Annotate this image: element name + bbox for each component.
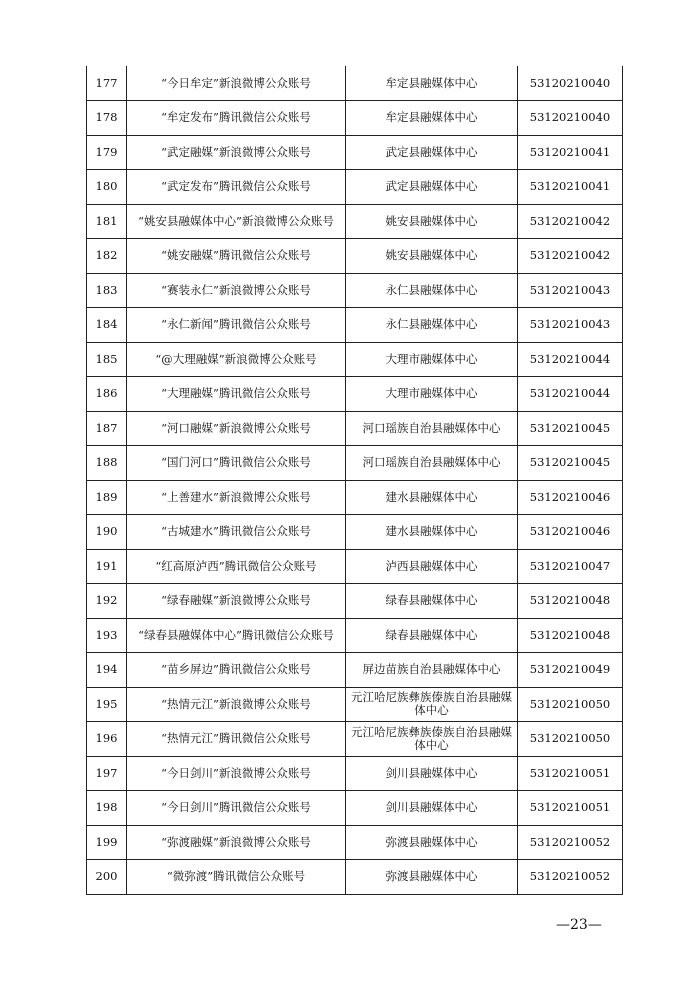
organization: 武定县融媒体中心 <box>346 170 518 205</box>
account-name: “牟定发布”腾讯微信公众账号 <box>127 101 346 136</box>
row-number: 200 <box>87 860 127 895</box>
account-name: “大理融媒”腾讯微信公众账号 <box>127 377 346 412</box>
account-name: “绿春融媒”新浪微博公众账号 <box>127 584 346 619</box>
registration-code: 53120210041 <box>518 135 623 170</box>
organization: 姚安县融媒体中心 <box>346 204 518 239</box>
row-number: 193 <box>87 618 127 653</box>
account-name: “弥渡融媒”新浪微博公众账号 <box>127 825 346 860</box>
organization: 元江哈尼族彝族傣族自治县融媒体中心 <box>346 722 518 757</box>
table-row <box>87 825 623 860</box>
table-row <box>87 515 623 550</box>
table-body <box>87 66 623 894</box>
account-name: “@大理融媒”新浪微博公众账号 <box>127 342 346 377</box>
organization: 牟定县融媒体中心 <box>346 101 518 136</box>
account-name: “赛装永仁”新浪微博公众账号 <box>127 273 346 308</box>
registration-code: 53120210040 <box>518 66 623 101</box>
account-name: “姚安县融媒体中心”新浪微博公众账号 <box>127 204 346 239</box>
table-row <box>87 722 623 757</box>
account-name: “国门河口”腾讯微信公众账号 <box>127 446 346 481</box>
table-row <box>87 273 623 308</box>
organization: 牟定县融媒体中心 <box>346 66 518 101</box>
row-number: 190 <box>87 515 127 550</box>
table-row <box>87 377 623 412</box>
organization: 建水县融媒体中心 <box>346 515 518 550</box>
registration-code: 53120210042 <box>518 239 623 274</box>
account-name: “今日牟定”新浪微博公众账号 <box>127 66 346 101</box>
account-name: “河口融媒”新浪微博公众账号 <box>127 411 346 446</box>
table-row <box>87 411 623 446</box>
registration-code: 53120210047 <box>518 549 623 584</box>
row-number: 177 <box>87 66 127 101</box>
account-name: “永仁新闻”腾讯微信公众账号 <box>127 308 346 343</box>
organization: 永仁县融媒体中心 <box>346 308 518 343</box>
registration-code: 53120210040 <box>518 101 623 136</box>
row-number: 179 <box>87 135 127 170</box>
row-number: 181 <box>87 204 127 239</box>
table-row <box>87 239 623 274</box>
account-name: “热情元江”腾讯微信公众账号 <box>127 722 346 757</box>
page-number: —23— <box>556 917 602 933</box>
registration-code: 53120210052 <box>518 860 623 895</box>
row-number: 178 <box>87 101 127 136</box>
organization: 姚安县融媒体中心 <box>346 239 518 274</box>
row-number: 196 <box>87 722 127 757</box>
row-number: 188 <box>87 446 127 481</box>
row-number: 191 <box>87 549 127 584</box>
registration-code: 53120210045 <box>518 446 623 481</box>
registration-code: 53120210049 <box>518 653 623 688</box>
table-row <box>87 618 623 653</box>
table-row <box>87 101 623 136</box>
registration-code: 53120210044 <box>518 377 623 412</box>
table-row <box>87 308 623 343</box>
registration-code: 53120210046 <box>518 480 623 515</box>
organization: 绿春县融媒体中心 <box>346 584 518 619</box>
account-registry-table <box>86 66 623 895</box>
row-number: 185 <box>87 342 127 377</box>
registration-code: 53120210042 <box>518 204 623 239</box>
account-name: “上善建水”新浪微博公众账号 <box>127 480 346 515</box>
registration-code: 53120210052 <box>518 825 623 860</box>
table-row <box>87 480 623 515</box>
row-number: 182 <box>87 239 127 274</box>
registration-code: 53120210050 <box>518 722 623 757</box>
registration-code: 53120210051 <box>518 791 623 826</box>
account-name: “武定发布”腾讯微信公众账号 <box>127 170 346 205</box>
account-name: “姚安融媒”腾讯微信公众账号 <box>127 239 346 274</box>
row-number: 198 <box>87 791 127 826</box>
table-row <box>87 446 623 481</box>
row-number: 184 <box>87 308 127 343</box>
account-name: “微弥渡”腾讯微信公众账号 <box>127 860 346 895</box>
organization: 大理市融媒体中心 <box>346 377 518 412</box>
account-name: “红高原泸西”腾讯微信公众账号 <box>127 549 346 584</box>
organization: 河口瑶族自治县融媒体中心 <box>346 411 518 446</box>
organization: 大理市融媒体中心 <box>346 342 518 377</box>
registration-code: 53120210044 <box>518 342 623 377</box>
account-name: “绿春县融媒体中心”腾讯微信公众账号 <box>127 618 346 653</box>
table-row <box>87 860 623 895</box>
registration-code: 53120210050 <box>518 687 623 722</box>
table-row <box>87 756 623 791</box>
organization: 泸西县融媒体中心 <box>346 549 518 584</box>
registration-code: 53120210043 <box>518 308 623 343</box>
organization: 弥渡县融媒体中心 <box>346 860 518 895</box>
organization: 剑川县融媒体中心 <box>346 756 518 791</box>
organization: 元江哈尼族彝族傣族自治县融媒体中心 <box>346 687 518 722</box>
registration-code: 53120210051 <box>518 756 623 791</box>
row-number: 192 <box>87 584 127 619</box>
account-name: “古城建水”腾讯微信公众账号 <box>127 515 346 550</box>
table-row <box>87 791 623 826</box>
table-row <box>87 135 623 170</box>
registration-code: 53120210045 <box>518 411 623 446</box>
table-row <box>87 66 623 101</box>
row-number: 199 <box>87 825 127 860</box>
row-number: 187 <box>87 411 127 446</box>
organization: 建水县融媒体中心 <box>346 480 518 515</box>
row-number: 189 <box>87 480 127 515</box>
organization: 剑川县融媒体中心 <box>346 791 518 826</box>
row-number: 195 <box>87 687 127 722</box>
table-row <box>87 653 623 688</box>
account-name: “热情元江”新浪微博公众账号 <box>127 687 346 722</box>
row-number: 194 <box>87 653 127 688</box>
row-number: 180 <box>87 170 127 205</box>
row-number: 186 <box>87 377 127 412</box>
table-row <box>87 549 623 584</box>
row-number: 183 <box>87 273 127 308</box>
organization: 永仁县融媒体中心 <box>346 273 518 308</box>
organization: 绿春县融媒体中心 <box>346 618 518 653</box>
account-name: “今日剑川”新浪微博公众账号 <box>127 756 346 791</box>
organization: 屏边苗族自治县融媒体中心 <box>346 653 518 688</box>
organization: 弥渡县融媒体中心 <box>346 825 518 860</box>
registration-code: 53120210041 <box>518 170 623 205</box>
organization: 武定县融媒体中心 <box>346 135 518 170</box>
registration-code: 53120210046 <box>518 515 623 550</box>
registration-code: 53120210043 <box>518 273 623 308</box>
registration-code: 53120210048 <box>518 584 623 619</box>
table-row <box>87 204 623 239</box>
table-row <box>87 170 623 205</box>
row-number: 197 <box>87 756 127 791</box>
registration-code: 53120210048 <box>518 618 623 653</box>
table-row <box>87 687 623 722</box>
table-row <box>87 342 623 377</box>
organization: 河口瑶族自治县融媒体中心 <box>346 446 518 481</box>
account-name: “武定融媒”新浪微博公众账号 <box>127 135 346 170</box>
account-name: “今日剑川”腾讯微信公众账号 <box>127 791 346 826</box>
table-row <box>87 584 623 619</box>
account-name: “苗乡屏边”腾讯微信公众账号 <box>127 653 346 688</box>
